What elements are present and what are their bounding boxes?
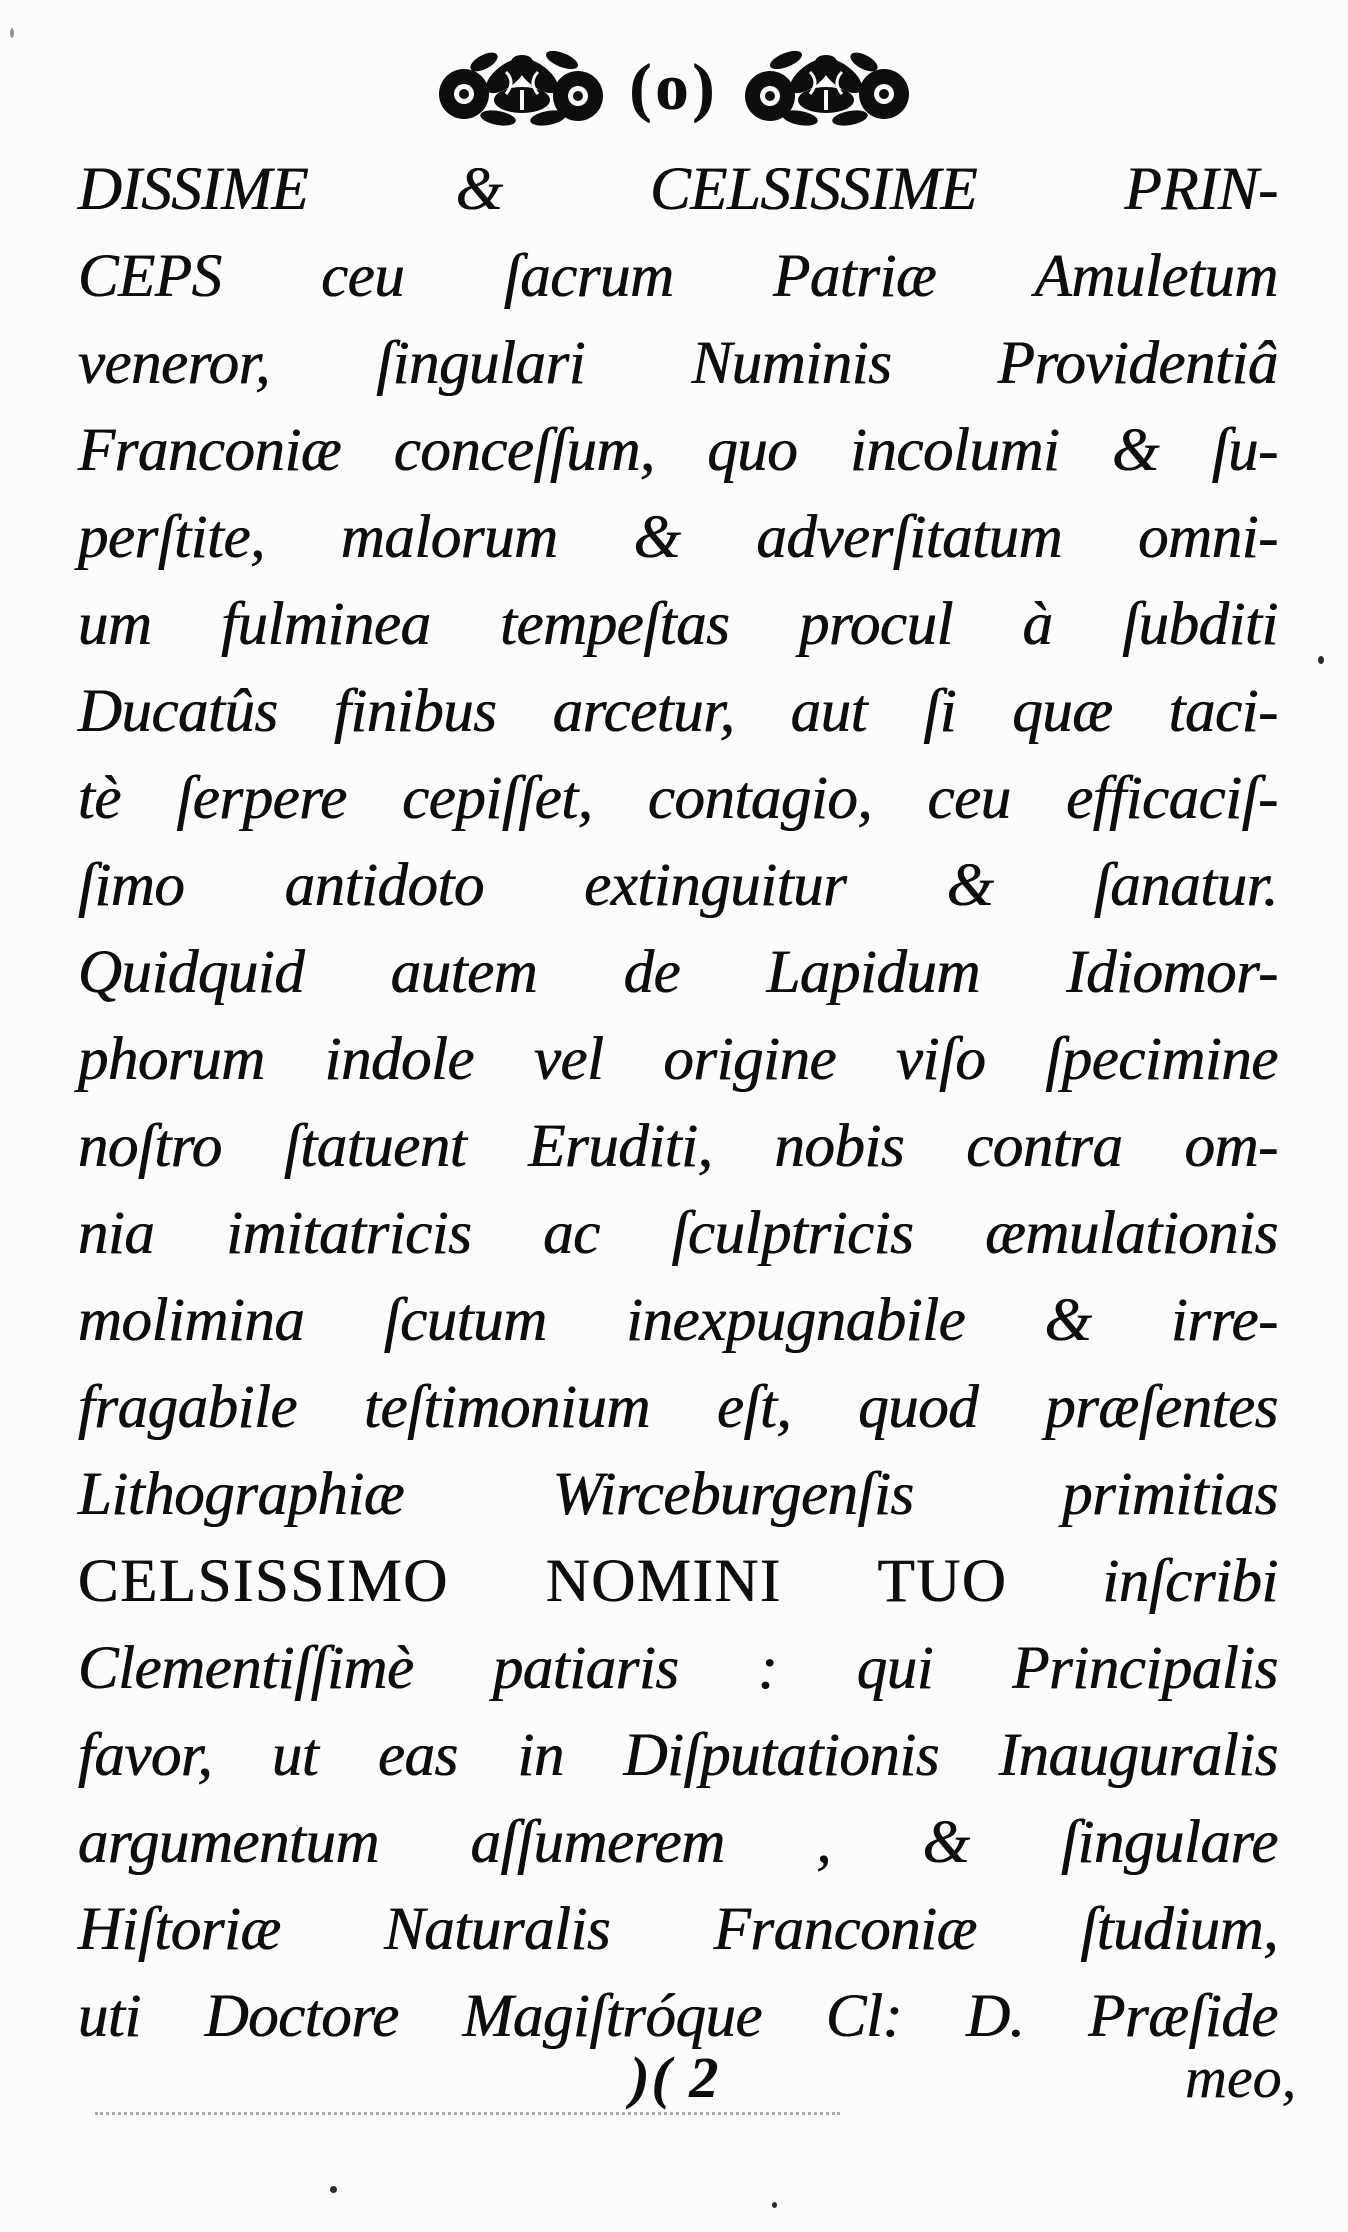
dedication-name-caps: CELSISSIMO NOMINI TUO bbox=[78, 1548, 1008, 1615]
scan-speck bbox=[1318, 656, 1324, 664]
scan-speck bbox=[772, 2202, 777, 2208]
text-line: veneror, ſingulari Numinis Providentiâ bbox=[78, 330, 1278, 397]
text-line: uti Doctore Magiſtróque Cl: D. Præſide bbox=[78, 1983, 1278, 2050]
text-line: phorum indole vel origine viſo ſpecimine bbox=[78, 1026, 1278, 1093]
text-line: DISSIME & CELSISSIME PRIN- bbox=[78, 156, 1278, 223]
scan-speck bbox=[10, 28, 14, 38]
fleuron-icon bbox=[740, 48, 912, 128]
text-line: noſtro ſtatuent Eruditi, nobis contra om- bbox=[78, 1113, 1278, 1180]
text-line: nia imitatricis ac ſculptricis æmulationis bbox=[78, 1200, 1278, 1267]
text-line: ſimo antidoto extinguitur & ſanatur. bbox=[78, 852, 1278, 919]
text-line: Hiſtoriæ Naturalis Franconiæ ſtudium, bbox=[78, 1896, 1278, 1963]
signature-mark: )( 2 bbox=[630, 2045, 721, 2110]
text-line: favor, ut eas in Diſputationis Inauguralis bbox=[78, 1722, 1278, 1789]
text-line: Lithographiæ Wirceburgenſis primitias bbox=[78, 1461, 1278, 1528]
text-line: Quidquid autem de Lapidum Idiomor- bbox=[78, 939, 1278, 1006]
text-segment: inſcribi bbox=[1007, 1548, 1278, 1615]
header-ornament bbox=[0, 48, 1348, 128]
scan-speck bbox=[330, 2186, 337, 2193]
text-line: Clementiſſimè patiaris : qui Principalis bbox=[78, 1635, 1278, 1702]
scan-streak bbox=[95, 2112, 840, 2115]
catchword: meo, bbox=[1184, 2045, 1296, 2110]
text-line bbox=[78, 1538, 1278, 1625]
text-line: um fulminea tempeſtas procul à ſubditi bbox=[78, 591, 1278, 658]
text-line: Ducatûs finibus arcetur, aut ſi quæ taci- bbox=[78, 678, 1278, 745]
fleuron-icon bbox=[436, 48, 608, 128]
text-line: argumentum aſſumerem , & ſingulare bbox=[78, 1809, 1278, 1876]
ornament-center-mark: (o) bbox=[629, 51, 719, 124]
text-line: fragabile teſtimonium eſt, quod præſentes bbox=[78, 1374, 1278, 1441]
text-line: Franconiæ conceſſum, quo incolumi & ſu- bbox=[78, 417, 1278, 484]
text-line: perſtite, malorum & adverſitatum omni- bbox=[78, 504, 1278, 571]
text-line: CEPS ceu ſacrum Patriæ Amuletum bbox=[78, 243, 1278, 310]
text-line: tè ſerpere cepiſſet, contagio, ceu efficaciſ- bbox=[78, 765, 1278, 832]
dedication-text-block bbox=[78, 146, 1278, 2060]
text-line: molimina ſcutum inexpugnabile & irre- bbox=[78, 1287, 1278, 1354]
